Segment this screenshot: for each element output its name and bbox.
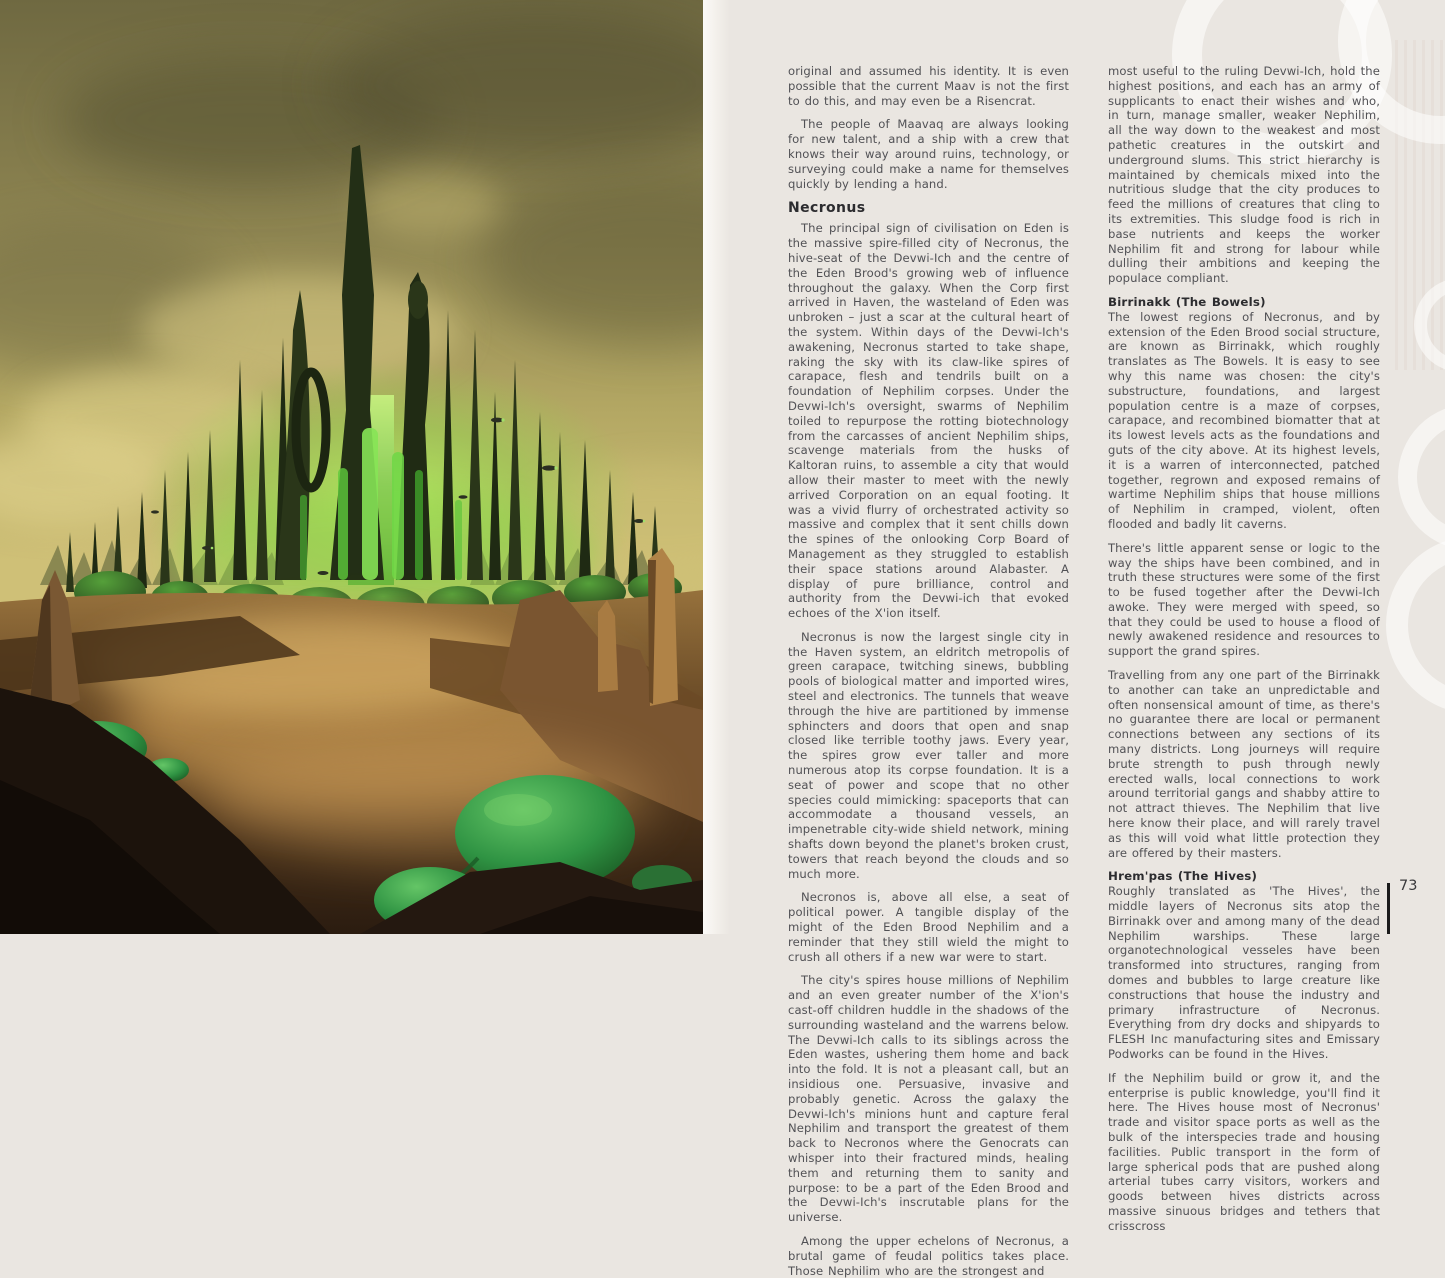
section-heading-hrempas: Hrem'pas (The Hives) (1108, 869, 1258, 884)
artwork-canvas (0, 0, 703, 934)
body-paragraph: Necronus is now the largest single city in the Haven system, an eldritch metropolis of green carapace, twitching sinews, bubbling pools of biological matter and imported wires, steel and electronics. The tunnels that weave through the hive are partitioned by immense sphincters and doors that open and snap closed like terrible toothy jaws. Every year, the spires grow ever taller and more numerous atop its corpse foundation. It is a seat of power and scope that no other species could mimicking: spaceports that can accommodate a thousand vessels, an impenetrable city-wide shield network, mining shafts down beyond the planet's broken crust, towers that reach beyond the clouds and so much more. (788, 629, 1069, 881)
body-paragraph: Roughly translated as 'The Hives', the middle layers of Necronus sits atop the Birrinakk over and among many of the dead Nephilim warships. These large organotechnological vesseles have been transformed into structures, ranging from domes and bubbles to large creature like constructions that house the industry and primary infrastructure of Necronus. Everything from dry docks and shipyards to FLESH Inc manufacturing sites and Emissary Podworks can be found in the Hives. (1108, 884, 1380, 1061)
body-paragraph: The people of Maavaq are always looking for new talent, and a ship with a crew that knows their way around ruins, technology, or surveying could make a name for themselves quickly by lending a hand. (788, 117, 1069, 191)
necronus-city-artwork (0, 0, 703, 934)
left-text-column (788, 64, 1069, 1278)
body-paragraph: most useful to the ruling Devwi-Ich, hold the highest positions, and each has an army of supplicants to enact their wishes and who, in turn, manage smaller, weaker Nephilim, all the way down to the weakest and most pathetic creatures in the outskirt and underground slums. This strict hierarchy is maintained by chemicals mixed into the nutritious sludge that the city produces to feed the millions of creatures that cling to its extremities. This sludge food is rich in base nutrients and keeps the worker Nephilim fit and strong for labour while dulling their ambitions and keeping the populace compliant. (1108, 64, 1380, 286)
page-number: 73 (1399, 878, 1418, 894)
body-paragraph: If the Nephilim build or grow it, and the enterprise is public knowledge, you'll find it here. The Hives house most of Necronus' trade and visitor space ports as well as the bulk of the interspecies trade and housing facilities. Public transport in the form of large spherical pods that are pushed along arterial tubes carry visitors, workers and goods between hives districts across massive sinuous bridges and tethers that crisscross (1108, 1070, 1380, 1233)
body-paragraph: The city's spires house millions of Nephilim and an even greater number of the X'ion's cast-off children huddle in the shadows of the surrounding wasteland and the warrens below. The Devwi-Ich calls to its siblings across the Eden wastes, ushering them home and back into the fold. It is not a pleasant call, but an insidious one. Persuasive, invasive and probably genetic. Across the galaxy the Devwi-Ich's minions hunt and capture feral Nephilim and transport the greatest of them back to Necronos where the Genocrats can whisper into their fractured minds, healing them and returning them to sanity and purpose: to be a part of the Eden Brood and the Devwi-Ich's inscrutable plans for the universe. (788, 973, 1069, 1225)
body-paragraph: Travelling from any one part of the Birrinakk to another can take an unpredictable and often nonsensical amount of time, as there's no guarantee there are local or permanent connections between any sections of its many districts. Long journeys will require brute strength to push through newly erected walls, local connections to work around territorial gangs and shabby attire to not attract thieves. The Nephilim that live here know their place, and will rarely travel as this will void what little protection they are offered by their masters. (1108, 668, 1380, 860)
body-paragraph: There's little apparent sense or logic to the way the ships have been combined, and in truth these structures were some of the first to be fused together after the Devwi-Ich awoke. They were merged with speed, so that they could be used to house a flood of newly awakened residence and resources to support the grand spires. (1108, 540, 1380, 659)
body-paragraph: The lowest regions of Necronus, and by extension of the Eden Brood social structure, are known as Birrinakk, which roughly translates as The Bowels. It is easy to see why this name was chosen: the city's substructure, foundations, and largest population centre is a maze of corpses, carapace, and recombined biomatter that at its lowest levels acts as the foundations and guts of the city above. At its highest levels, it is a warren of interconnected, patched together, regrown and exposed remains of wartime Nephilim ships that house millions of Nephilim in cramped, violent, often flooded and badly lit caverns. (1108, 309, 1380, 531)
body-paragraph: Among the upper echelons of Necronus, a brutal game of feudal politics takes place. Those Nephilim who are the strongest and (788, 1233, 1069, 1278)
body-paragraph: Necronos is, above all else, a seat of political power. A tangible display of the might of the Eden Brood Nephilim and a reminder that they still wield the might to crush all others if a new war were to start. (788, 890, 1069, 964)
right-text-column (1108, 64, 1380, 1234)
page-gutter (703, 0, 730, 934)
page-number-bar (1387, 883, 1390, 934)
decor-ring (1398, 404, 1445, 550)
section-heading-birrinakk: Birrinakk (The Bowels) (1108, 294, 1266, 309)
body-paragraph: The principal sign of civilisation on Eden is the massive spire-filled city of Necronus, the hive-seat of the Devwi-Ich and the centre of the Eden Brood's growing web of influence throughout the galaxy. When the Corp first arrived in Haven, the wasteland of Eden was unbroken – just a scar at the cultural heart of the system. Within days of the Devwi-Ich's awakening, Necronus started to take shape, raking the sky with its claw-like spires of carapace, flesh and tendrils built on a foundation of Nephilim corpses. Under the Devwi-Ich's oversight, swarms of Nephilim toiled to repurpose the rotting biotechnology from the carcasses of ancient Nephilim ships, scavenge materials from the husks of Kaltoran ruins, to assemble a city that would allow their master to meet with the newly arrived Corporation on an equal footing. It was a vivid flurry of orchestrated activity so massive and complex that it sent chills down the spines of the onlooking Corp Board of Management as they struggled to establish their space stations around Alabaster. A display of pure brilliance, control and authority from the Devwi-ich that evoked echoes of the X'ion itself. (788, 221, 1069, 621)
decor-ring (1386, 536, 1445, 714)
section-heading-necronus: Necronus (788, 200, 866, 217)
body-paragraph: original and assumed his identity. It is even possible that the current Maav is not the first to do this, and may even be a Risencrat. (788, 64, 1069, 108)
